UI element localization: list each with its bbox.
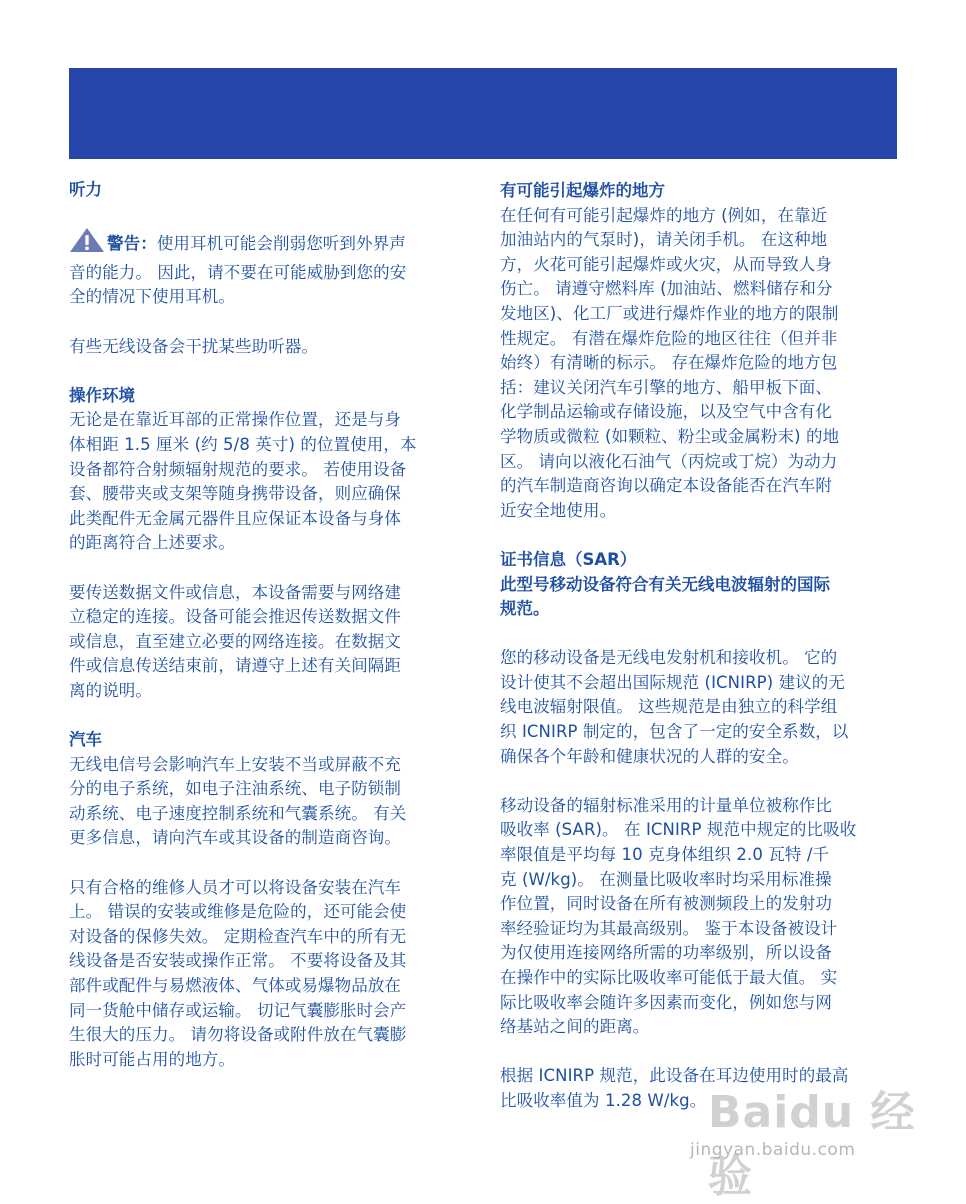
text-line: 括：建议关闭汽车引擎的地方、船甲板下面、 — [500, 377, 832, 397]
text-line: 作位置，同时设备在所有被测频段上的发射功 — [500, 894, 832, 914]
text-line: 在任何有可能引起爆炸的地方 (例如，在靠近 — [500, 205, 828, 225]
sar-paragraph-1 — [500, 646, 900, 769]
text-line: 要传送数据文件或信息，本设备需要与网络建 — [69, 582, 401, 602]
text-line: 确保各个年龄和健康状况的人群的安全。 — [500, 746, 799, 766]
text-line: 部件或配件与易燃液体、气体或易爆物品放在 — [69, 976, 401, 995]
text-line: 此类配件无金属元器件且应保证本设备与身体 — [69, 508, 401, 528]
text-line: 学物质或微粒 (如颗粒、粉尘或金属粉末) 的地 — [500, 426, 840, 446]
car-paragraph-1 — [69, 753, 469, 851]
section-title-hearing: 听力 — [69, 180, 102, 199]
warning-triangle-icon — [69, 227, 105, 261]
section-title-car: 汽车 — [69, 730, 102, 750]
text-line: 设计使其不会超出国际规范 (ICNIRP) 建议的无 — [500, 672, 845, 692]
sar-subtitle-line: 此型号移动设备符合有关无线电波辐射的国际 — [500, 574, 830, 594]
text-line: 动系统、电子速度控制系统和气囊系统。 有关 — [69, 803, 407, 823]
text-line: 生很大的压力。 请勿将设备或附件放在气囊膨 — [69, 1025, 407, 1045]
text-line: 方，火花可能引起爆炸或火灾，从而导致人身 — [500, 254, 832, 274]
text-line: 的距离符合上述要求。 — [69, 533, 235, 553]
sar-subtitle-line: 规范。 — [500, 599, 550, 619]
text-line: 际比吸收率会随许多因素而变化，例如您与网 — [500, 992, 832, 1012]
header-banner — [69, 68, 897, 159]
text-line: 移动设备的辐射标准采用的计量单位被称作比 — [500, 795, 832, 815]
text-line: 离的说明。 — [69, 680, 152, 700]
text-line: 区。 请向以液化石油气（丙烷或丁烷）为动力 — [500, 451, 838, 471]
text-line: 率限值是平均每 10 克身体组织 2.0 瓦特 /千 — [500, 845, 830, 865]
text-line: 性规定。 有潜在爆炸危险的地区往往（但并非 — [500, 328, 838, 348]
text-line: 只有合格的维修人员才可以将设备安装在汽车 — [69, 877, 401, 897]
explosive-paragraph — [500, 204, 900, 524]
text-line: 根据 ICNIRP 规范，此设备在耳边使用时的最高 — [500, 1066, 849, 1086]
text-line: 胀时可能占用的地方。 — [69, 1049, 235, 1069]
text-line: 比吸收率值为 1.28 W/kg。 — [500, 1090, 707, 1110]
text-line: 件或信息传送结束前，请遵守上述有关间隔距 — [69, 656, 401, 676]
text-line: 织 ICNIRP 制定的，包含了一定的安全系数，以 — [500, 722, 849, 742]
text-line: 化学制品运输或存储设施，以及空气中含有化 — [500, 402, 832, 422]
text-line: 的汽车制造商咨询以确定本设备能否在汽车附 — [500, 476, 832, 496]
text-line: 设备都符合射频辐射规范的要求。 若使用设备 — [69, 459, 407, 479]
text-line: 立稳定的连接。设备可能会推迟传送数据文件 — [69, 607, 401, 627]
warning-text — [69, 261, 469, 310]
text-line: 率经验证均为其最高级别。 鉴于本设备被设计 — [500, 918, 838, 938]
left-column — [69, 178, 469, 1072]
right-column — [500, 179, 900, 1114]
section-title-environment: 操作环境 — [69, 385, 135, 405]
baidu-watermark — [690, 1058, 930, 1202]
text-line: 络基站之间的距离。 — [500, 1017, 650, 1037]
text-line: 无线电信号会影响汽车上安装不当或屏蔽不充 — [69, 754, 401, 774]
watermark-logo: Baidu 经验 — [708, 1087, 916, 1202]
text-line: 套、腰带夹或支架等随身携带设备，则应确保 — [69, 484, 401, 504]
sar-paragraph-2 — [500, 794, 900, 1040]
text-line: 上。 错误的安装或维修是危险的，还可能会使 — [69, 902, 407, 922]
section-title-sar: 证书信息（SAR） — [500, 549, 637, 569]
text-line: 或信息，直至建立必要的网络连接。在数据文 — [69, 631, 401, 651]
text-line: 线设备是否安装或操作正常。 不要将设备及其 — [69, 951, 407, 971]
watermark-url: jingyan.baidu.com — [690, 1140, 856, 1160]
text-line: 同一货舱中储存或运输。 切记气囊膨胀时会产 — [69, 1000, 407, 1020]
text-line: 加油站内的气泵时)，请关闭手机。 在这种地 — [500, 230, 828, 250]
text-line: 体相距 1.5 厘米 (约 5/8 英寸) 的位置使用，本 — [69, 434, 417, 454]
section-title-explosive: 有可能引起爆炸的地方 — [500, 181, 665, 200]
hearing-warning — [69, 227, 469, 261]
text-line: 音的能力。 因此，请不要在可能威胁到您的安 — [69, 262, 407, 282]
text-line: 为仅使用连接网络所需的功率级别，所以设备 — [500, 943, 832, 963]
text-line: 您的移动设备是无线电发射机和接收机。 它的 — [500, 648, 838, 668]
hearing-aid-note: 有些无线设备会干扰某些助听器。 — [69, 336, 318, 356]
text-line: 始终）有清晰的标示。 存在爆炸危险的地方包 — [500, 353, 838, 373]
text-line: 全的情况下使用耳机。 — [69, 287, 235, 307]
text-line: 克 (W/kg)。 在测量比吸收率时均采用标准操 — [500, 869, 832, 889]
text-line: 吸收率 (SAR)。 在 ICNIRP 规范中规定的比吸收 — [500, 820, 857, 840]
text-line: 发地区)、化工厂或进行爆炸作业的地方的限制 — [500, 303, 839, 323]
text-line: 在操作中的实际比吸收率可能低于最大值。 实 — [500, 968, 838, 987]
warning-label: 警告： — [107, 234, 157, 254]
text-line: 分的电子系统，如电子注油系统、电子防锁制 — [69, 779, 401, 799]
text-line: 对设备的保修失效。 定期检查汽车中的所有无 — [69, 926, 407, 946]
text-line: 伤亡。 请遵守燃料库 (加油站、燃料储存和分 — [500, 279, 833, 299]
text-line: 更多信息，请向汽车或其设备的制造商咨询。 — [69, 828, 401, 848]
warning-text-line: 使用耳机可能会削弱您听到外界声 — [156, 234, 406, 254]
environment-paragraph-2 — [69, 581, 469, 704]
text-line: 线电波辐射限值。 这些规范是由独立的科学组 — [500, 697, 838, 717]
text-line: 近安全地使用。 — [500, 500, 617, 520]
text-line: 无论是在靠近耳部的正常操作位置，还是与身 — [69, 410, 401, 430]
environment-paragraph-1 — [69, 408, 469, 556]
car-paragraph-2 — [69, 876, 469, 1073]
